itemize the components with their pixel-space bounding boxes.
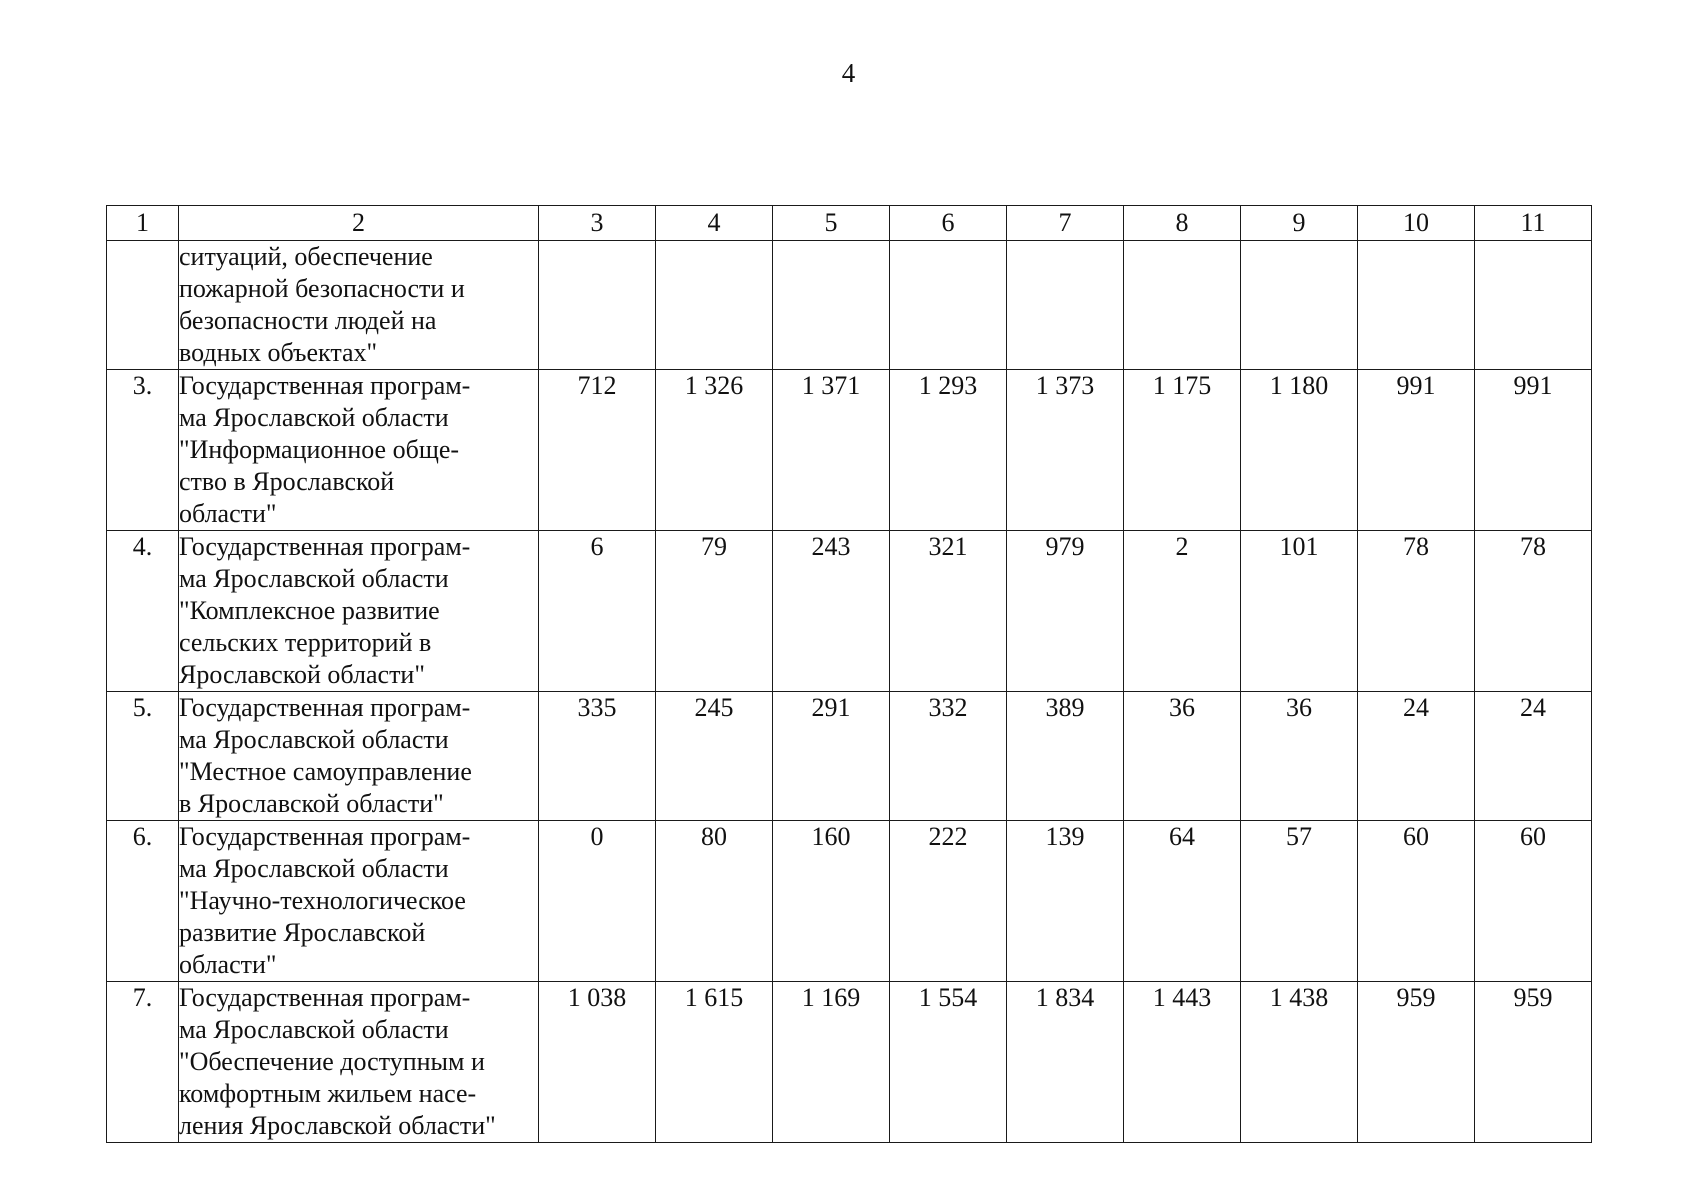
value-cell: 1 371 xyxy=(773,370,890,531)
value-cell: 991 xyxy=(1475,370,1592,531)
row-number: 7. xyxy=(107,982,179,1143)
value-cell: 36 xyxy=(1124,692,1241,821)
value-cell: 245 xyxy=(656,692,773,821)
value-cell: 57 xyxy=(1241,821,1358,982)
value-cell xyxy=(656,241,773,370)
value-cell: 1 443 xyxy=(1124,982,1241,1143)
column-header: 5 xyxy=(773,206,890,241)
column-header: 8 xyxy=(1124,206,1241,241)
program-name: Государственная програм- ма Ярославской области "Обеспечение доступным и комфортным жильем насе- ления Ярославской области" xyxy=(179,982,539,1143)
program-name: Государственная програм- ма Ярославской области "Местное самоуправление в Ярославской области" xyxy=(179,692,539,821)
value-cell: 222 xyxy=(890,821,1007,982)
value-cell: 1 175 xyxy=(1124,370,1241,531)
program-name: Государственная програм- ма Ярославской области "Комплексное развитие сельских территорий в Ярославской области" xyxy=(179,531,539,692)
row-number: 6. xyxy=(107,821,179,982)
value-cell: 78 xyxy=(1358,531,1475,692)
value-cell xyxy=(1124,241,1241,370)
row-number: 3. xyxy=(107,370,179,531)
value-cell: 1 834 xyxy=(1007,982,1124,1143)
column-header: 9 xyxy=(1241,206,1358,241)
value-cell xyxy=(1358,241,1475,370)
value-cell: 60 xyxy=(1475,821,1592,982)
value-cell xyxy=(1007,241,1124,370)
value-cell xyxy=(1241,241,1358,370)
value-cell: 979 xyxy=(1007,531,1124,692)
value-cell xyxy=(773,241,890,370)
column-header: 11 xyxy=(1475,206,1592,241)
row-number xyxy=(107,241,179,370)
value-cell: 6 xyxy=(539,531,656,692)
value-cell: 36 xyxy=(1241,692,1358,821)
table-row xyxy=(107,982,1592,1143)
column-header: 3 xyxy=(539,206,656,241)
value-cell: 332 xyxy=(890,692,1007,821)
value-cell: 389 xyxy=(1007,692,1124,821)
column-header: 6 xyxy=(890,206,1007,241)
value-cell: 78 xyxy=(1475,531,1592,692)
value-cell: 0 xyxy=(539,821,656,982)
row-number: 4. xyxy=(107,531,179,692)
value-cell: 1 326 xyxy=(656,370,773,531)
header-row xyxy=(107,206,1592,241)
table-row xyxy=(107,531,1592,692)
value-cell: 991 xyxy=(1358,370,1475,531)
program-name: ситуаций, обеспечение пожарной безопасности и безопасности людей на водных объектах" xyxy=(179,241,539,370)
value-cell: 60 xyxy=(1358,821,1475,982)
value-cell: 2 xyxy=(1124,531,1241,692)
value-cell: 243 xyxy=(773,531,890,692)
value-cell: 291 xyxy=(773,692,890,821)
table-row xyxy=(107,821,1592,982)
page-number: 4 xyxy=(841,58,856,88)
value-cell: 79 xyxy=(656,531,773,692)
value-cell: 959 xyxy=(1358,982,1475,1143)
value-cell: 321 xyxy=(890,531,1007,692)
value-cell: 139 xyxy=(1007,821,1124,982)
value-cell: 335 xyxy=(539,692,656,821)
program-name: Государственная програм- ма Ярославской области "Информационное обще- ство в Ярославской области" xyxy=(179,370,539,531)
value-cell: 80 xyxy=(656,821,773,982)
value-cell xyxy=(890,241,1007,370)
value-cell xyxy=(1475,241,1592,370)
value-cell: 101 xyxy=(1241,531,1358,692)
value-cell: 1 438 xyxy=(1241,982,1358,1143)
column-header: 4 xyxy=(656,206,773,241)
value-cell: 1 554 xyxy=(890,982,1007,1143)
data-table xyxy=(106,205,1592,1143)
value-cell: 959 xyxy=(1475,982,1592,1143)
value-cell: 1 038 xyxy=(539,982,656,1143)
table-row xyxy=(107,370,1592,531)
value-cell: 1 180 xyxy=(1241,370,1358,531)
value-cell: 1 169 xyxy=(773,982,890,1143)
value-cell: 160 xyxy=(773,821,890,982)
program-name: Государственная програм- ма Ярославской области "Научно-технологическое развитие Ярославской области" xyxy=(179,821,539,982)
column-header: 7 xyxy=(1007,206,1124,241)
table-row xyxy=(107,692,1592,821)
value-cell: 1 293 xyxy=(890,370,1007,531)
column-header: 1 xyxy=(107,206,179,241)
value-cell: 712 xyxy=(539,370,656,531)
value-cell: 1 373 xyxy=(1007,370,1124,531)
row-number: 5. xyxy=(107,692,179,821)
value-cell: 64 xyxy=(1124,821,1241,982)
value-cell: 24 xyxy=(1475,692,1592,821)
value-cell: 1 615 xyxy=(656,982,773,1143)
value-cell xyxy=(539,241,656,370)
column-header: 10 xyxy=(1358,206,1475,241)
value-cell: 24 xyxy=(1358,692,1475,821)
column-header: 2 xyxy=(179,206,539,241)
table-row xyxy=(107,241,1592,370)
